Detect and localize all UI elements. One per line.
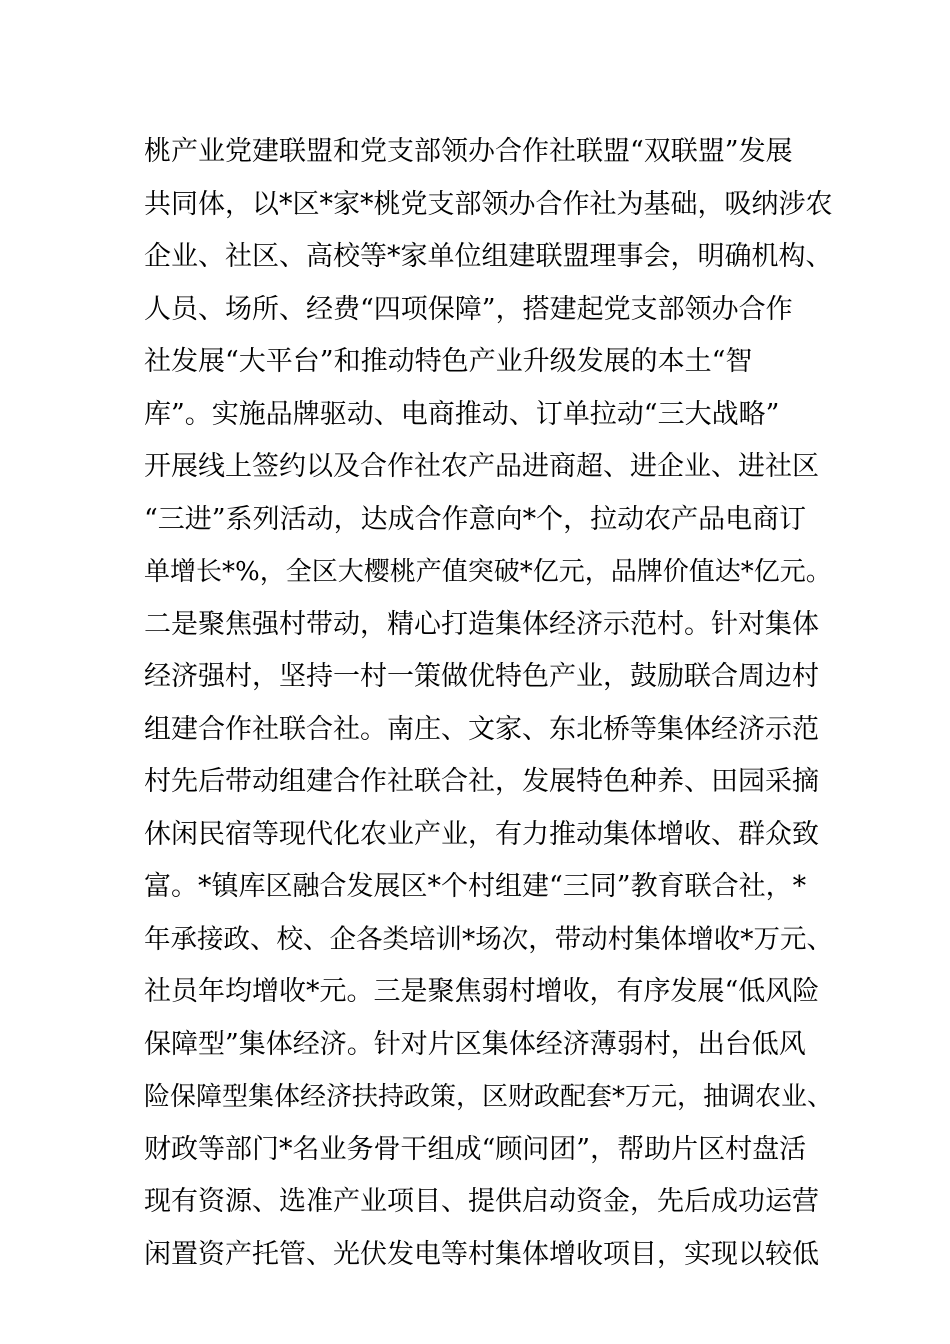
text-line: 村先后带动组建合作社联合社，发展特色种养、田园采摘: [144, 766, 819, 797]
text-line: 二是聚焦强村带动，精心打造集体经济示范村。针对集体: [144, 608, 819, 640]
text-line: 人员、场所、经费“四项保障”，搭建起党支部领办合作: [144, 293, 793, 325]
text-line: 社员年均增收*元。三是聚焦弱村增收，有序发展“低风险: [144, 976, 820, 1007]
text-line: 保障型”集体经济。针对片区集体经济薄弱村，出台低风: [144, 1028, 806, 1060]
text-line: 经济强村，坚持一村一策做优特色产业，鼓励联合周边村: [144, 661, 819, 692]
text-line: 单增长*%，全区大樱桃产值突破*亿元，品牌价值达*亿元。: [144, 557, 832, 587]
text-line: 开展线上签约以及合作社农产品进商超、进企业、进社区: [144, 451, 819, 482]
body-text: [144, 126, 834, 1281]
text-line: 组建合作社联合社。南庄、文家、东北桥等集体经济示范: [144, 713, 819, 745]
text-line: 年承接政、校、企各类培训*场次，带动村集体增收*万元、: [144, 923, 833, 955]
text-line: 险保障型集体经济扶持政策，区财政配套*万元，抽调农业、: [144, 1082, 834, 1112]
text-line: 共同体，以*区*家*桃党支部领办合作社为基础，吸纳涉农: [144, 188, 833, 220]
text-line: 企业、社区、高校等*家单位组建联盟理事会，明确机构、: [144, 241, 833, 272]
text-line: 休闲民宿等现代化农业产业，有力推动集体增收、群众致: [144, 818, 819, 850]
text-line: 库”。实施品牌驱动、电商推动、订单拉动“三大战略”: [144, 398, 780, 430]
text-line: “三进”系列活动，达成合作意向*个，拉动农产品电商订: [144, 503, 807, 535]
text-line: 闲置资产托管、光伏发电等村集体增收项目，实现以较低: [144, 1238, 819, 1270]
text-line: 现有资源、选准产业项目、提供启动资金，先后成功运营: [144, 1186, 819, 1217]
text-line: 社发展“大平台”和推动特色产业升级发展的本土“智: [144, 346, 753, 377]
text-line: 桃产业党建联盟和党支部领办合作社联盟“双联盟”发展: [144, 136, 793, 167]
text-line: 财政等部门*名业务骨干组成“顾问团”，帮助片区村盘活: [144, 1133, 807, 1165]
text-line: 富。*镇库区融合发展区*个村组建“三同”教育联合社，*: [144, 871, 807, 902]
